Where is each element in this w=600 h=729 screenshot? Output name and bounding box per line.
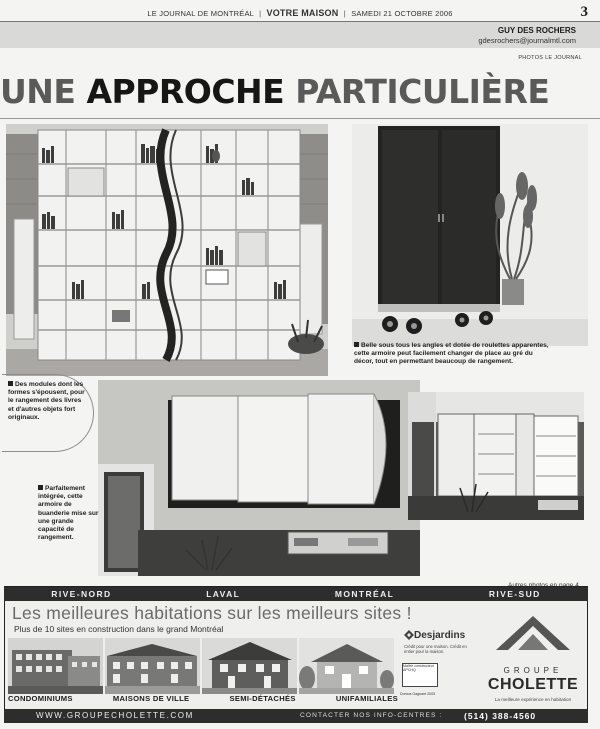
section-name: VOTRE MAISON xyxy=(266,8,339,18)
ad-subline: Plus de 10 sites en construction dans le grand Montréal xyxy=(14,624,224,634)
bank-subtext: Crédit pour une maison. Crédit en entier pour la maison. xyxy=(404,644,467,654)
photo-credit: PHOTOS LE JOURNAL xyxy=(518,55,582,61)
bank-name: Desjardins xyxy=(414,630,466,641)
headline-part1: UNE xyxy=(0,72,87,111)
ad-contact-label: CONTACTER NOS INFO-CENTRES : xyxy=(300,712,443,719)
desjardins-logo-icon xyxy=(404,630,414,640)
headline-part2: APPROCHE xyxy=(86,72,296,111)
laundry-cabinet-photo xyxy=(98,380,420,576)
header-separator: | xyxy=(259,9,262,18)
open-cabinet-photo xyxy=(408,392,584,520)
domus-badge xyxy=(400,692,462,706)
caption-armoire xyxy=(354,342,549,367)
bullet-square-icon xyxy=(354,342,359,347)
newspaper-name: LE JOURNAL DE MONTRÉAL xyxy=(147,9,254,18)
groupe-cholette-logo-icon xyxy=(486,614,580,664)
ad-home-types xyxy=(8,694,398,706)
caption-armoire-text: Belle sous tous les angles et dotée de roulettes apparentes, cette armoire peut facilement changer de place au gré du décor, tout en permettant beaucoup de rangement. xyxy=(354,342,549,366)
ad-home-type: CONDOMINIUMS xyxy=(8,694,73,703)
issue-date: SAMEDI 21 OCTOBRE 2006 xyxy=(351,9,453,18)
bullet-square-icon xyxy=(8,381,13,386)
badge-text: Domus Gagnant 2005 xyxy=(400,692,436,696)
page-number: 3 xyxy=(580,4,588,20)
semi-detached-photo xyxy=(202,638,297,694)
ad-tagline: Les meilleures habitations sur les meilleurs sites ! xyxy=(12,603,412,623)
ad-region: RIVE-SUD xyxy=(488,589,541,599)
armoire-photo xyxy=(352,124,588,346)
ad-home-type: MAISONS DE VILLE xyxy=(112,694,190,703)
brand-line2: CHOLETTE xyxy=(487,676,579,693)
caption-modules xyxy=(2,374,94,452)
ad-home-type: UNIFAMILIALES xyxy=(335,694,398,703)
single-family-photo xyxy=(299,638,394,694)
caption-laundry-text: Parfaitement intégrée, cette armoire de buanderie mise sur une grande capacité de rangement. xyxy=(38,485,99,542)
ad-region: LAVAL xyxy=(206,589,241,599)
bullet-square-icon xyxy=(38,485,43,490)
townhouse-photo xyxy=(105,638,200,694)
author-name: GUY DES ROCHERS xyxy=(497,26,576,35)
headline-part3: PARTICULIÈRE xyxy=(295,72,550,111)
ad-home-type: SEMI-DÉTACHÉS xyxy=(229,694,296,703)
ad-region: RIVE-NORD xyxy=(51,589,112,599)
caption-modules-text: Des modules dont les formes s'épousent, pour le rangement des livres et d'autres objets fort originaux. xyxy=(8,381,85,421)
apchq-badge xyxy=(402,663,438,687)
ad-phone-number[interactable]: (514) 388-4560 xyxy=(464,711,537,721)
header-separator: | xyxy=(343,9,346,18)
header-line xyxy=(0,8,600,18)
ad-region: MONTRÉAL xyxy=(334,589,395,599)
ad-website-link[interactable]: WWW.GROUPECHOLETTE.COM xyxy=(36,711,194,720)
caption-laundry xyxy=(38,485,100,542)
headline xyxy=(0,70,600,114)
author-email[interactable]: gdesrochers@journalmtl.com xyxy=(478,36,576,45)
headline-divider xyxy=(0,118,600,119)
badge-text: Maître constructeur APCHQ xyxy=(403,664,434,673)
bookshelf-photo xyxy=(6,124,328,376)
ad-regions-bar xyxy=(4,587,588,601)
condo-photo xyxy=(8,638,103,694)
brand-slogan: La meilleure expérience en habitation xyxy=(494,697,572,702)
brand-line1: GROUPE xyxy=(503,666,563,675)
